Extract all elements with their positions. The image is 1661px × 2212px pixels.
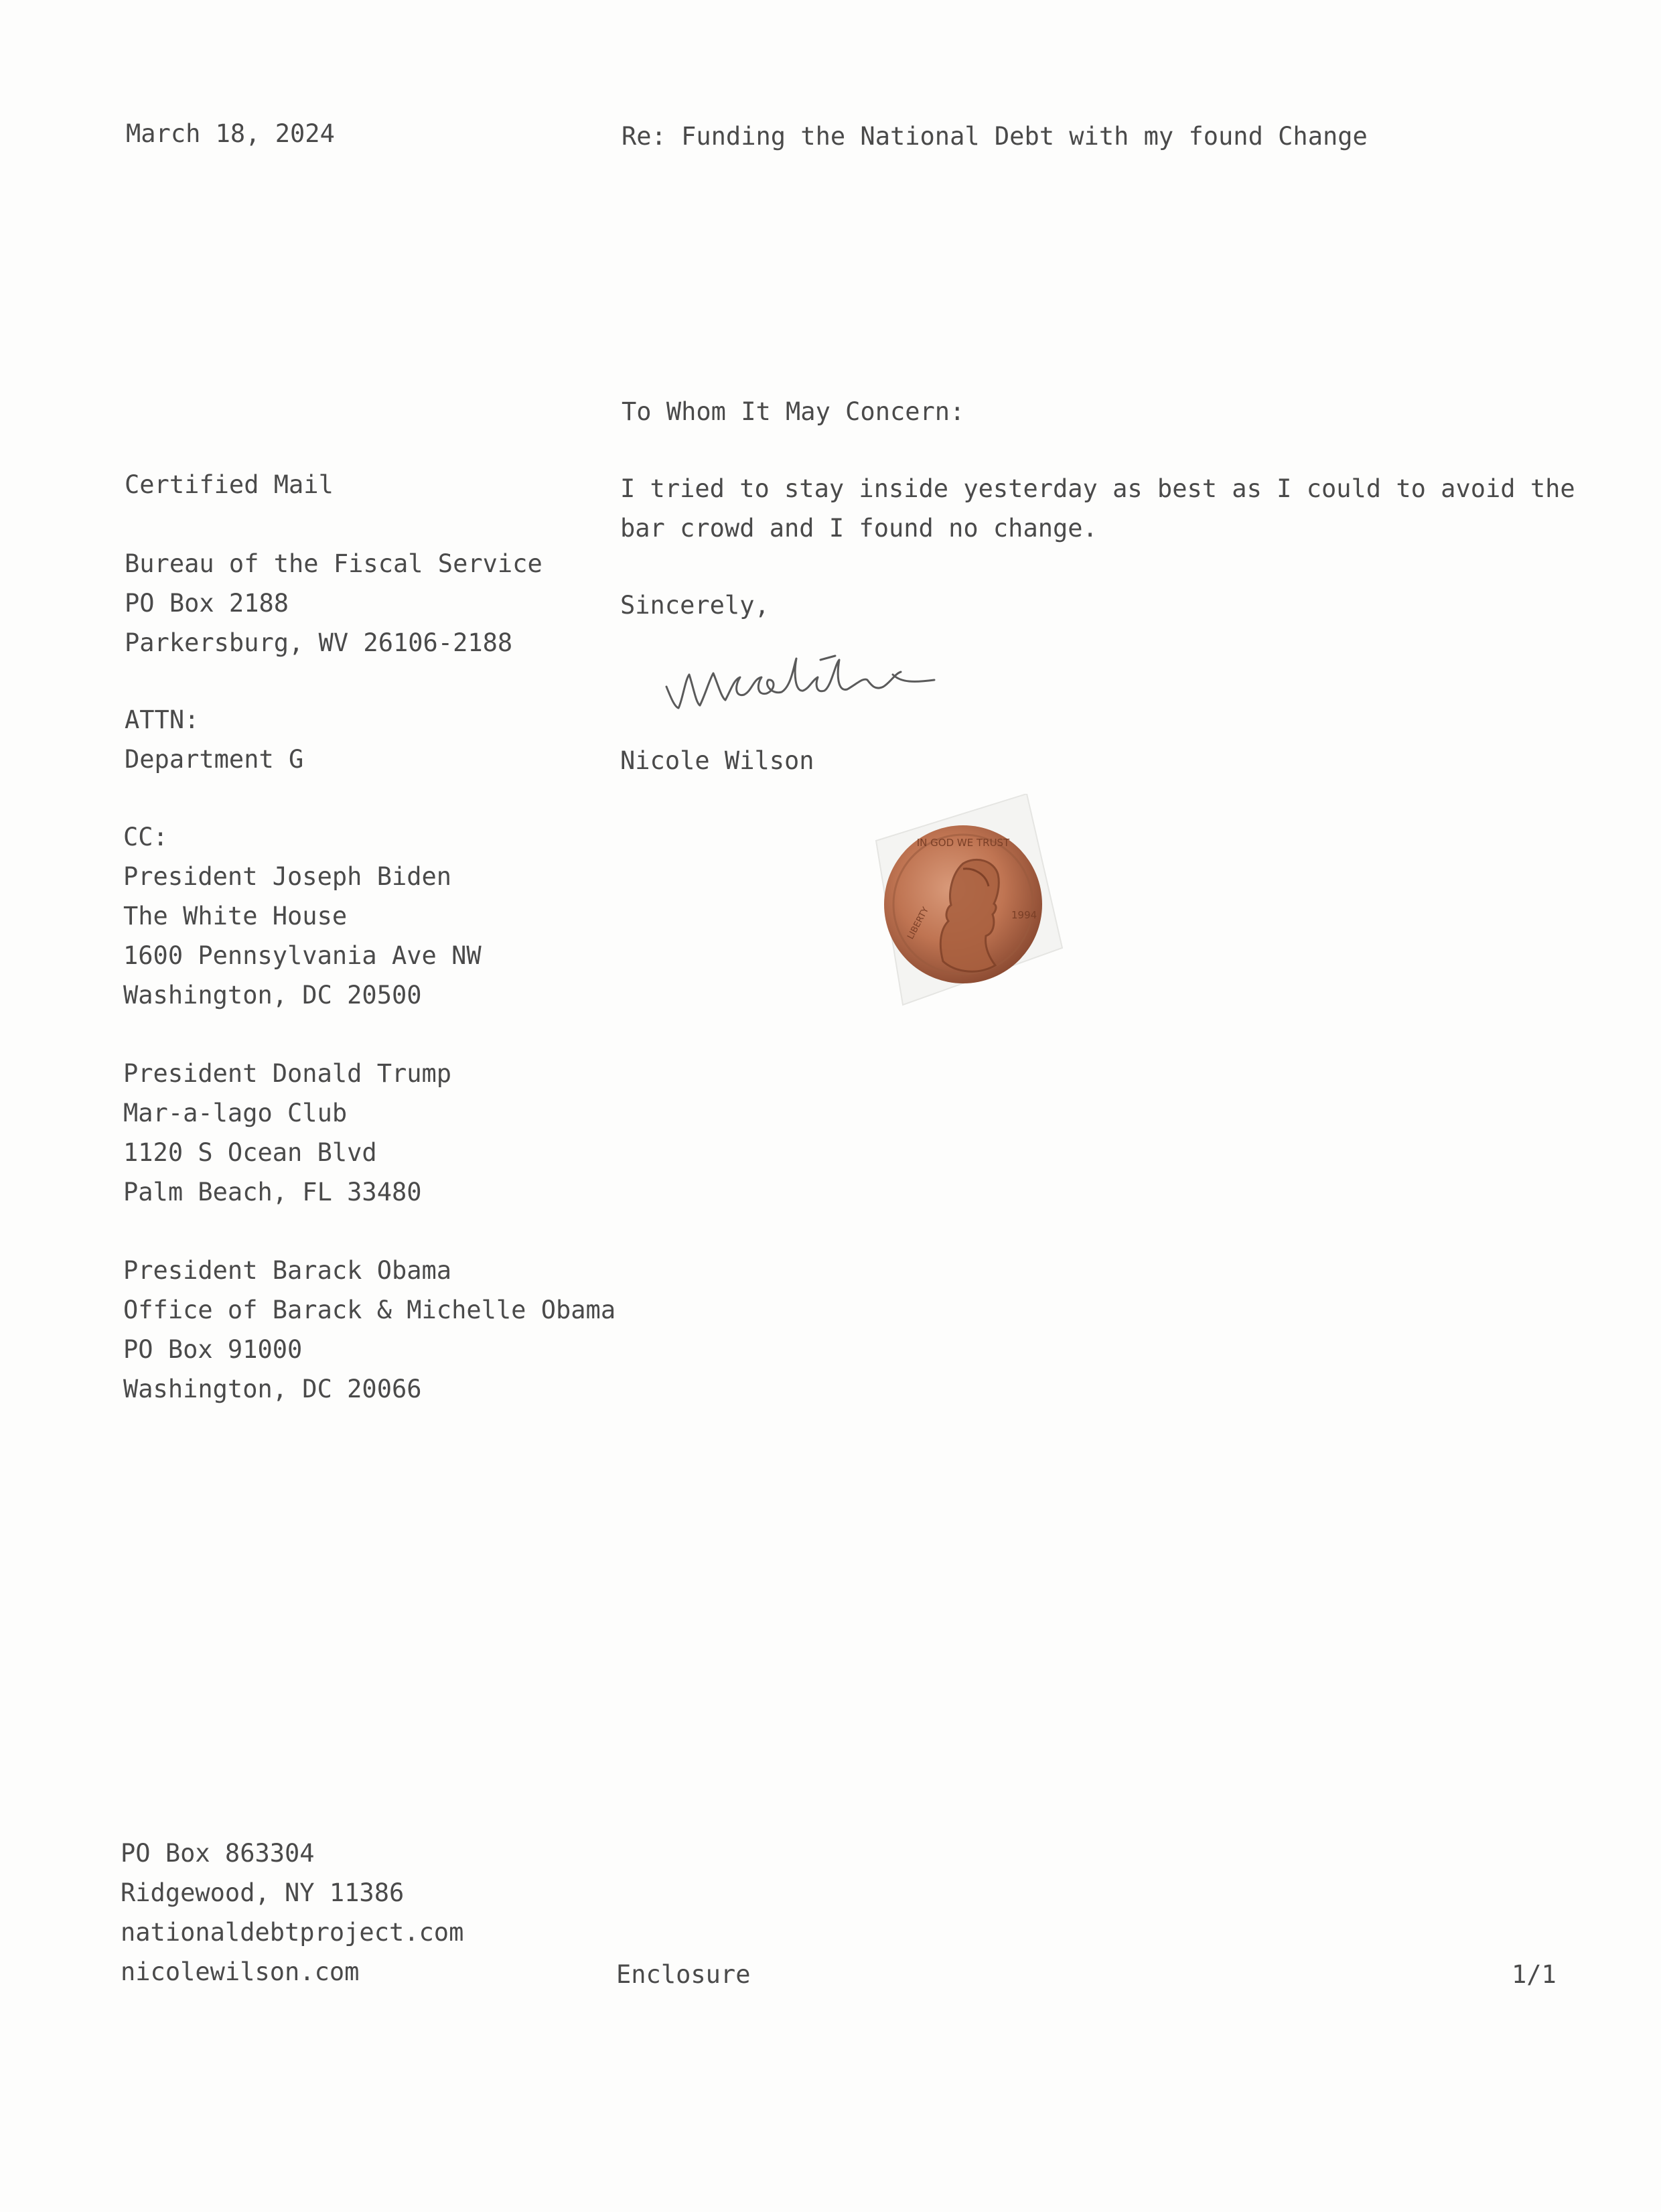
cc-address-line: The White House — [123, 902, 348, 930]
cc-address-line: 1120 S Ocean Blvd — [123, 1138, 377, 1167]
enclosure-note: Enclosure — [616, 1960, 751, 1989]
cc-address-line: President Donald Trump — [123, 1059, 452, 1088]
cc-address — [123, 1054, 616, 1212]
handwritten-signature — [660, 633, 968, 720]
coin-year: 1994 — [1011, 909, 1037, 921]
recipient-address — [125, 544, 543, 663]
attn-label: ATTN: — [125, 705, 200, 734]
mail-type: Certified Mail — [125, 470, 334, 499]
cc-address-line: Palm Beach, FL 33480 — [123, 1178, 422, 1206]
cc-address-line: PO Box 91000 — [123, 1335, 303, 1364]
cc-address-line: Washington, DC 20500 — [123, 981, 422, 1010]
letter-date: March 18, 2024 — [126, 119, 335, 148]
coin-liberty: LIBERTY — [906, 905, 932, 941]
sender-address-line: Ridgewood, NY 11386 — [121, 1878, 405, 1907]
letter-body — [620, 469, 1575, 548]
recipient-line: Bureau of the Fiscal Service — [125, 549, 543, 578]
coin-motto: IN GOD WE TRUST — [916, 837, 1010, 849]
cc-address-line: Mar-a-lago Club — [123, 1099, 348, 1127]
cc-address-line: 1600 Pennsylvania Ave NW — [123, 941, 482, 970]
cc-address-line: President Joseph Biden — [123, 862, 452, 891]
sender-address-line: PO Box 863304 — [121, 1839, 315, 1868]
cc-address-line: Washington, DC 20066 — [123, 1375, 422, 1403]
cc-address-line: Office of Barack & Michelle Obama — [123, 1296, 616, 1324]
cc-address — [123, 857, 616, 1015]
sender-website: nationaldebtproject.com — [121, 1918, 464, 1947]
cc-label: CC: — [123, 823, 168, 851]
cc-address-line: President Barack Obama — [123, 1256, 452, 1285]
page-number: 1/1 — [1512, 1960, 1557, 1989]
salutation: To Whom It May Concern: — [622, 397, 965, 426]
body-line: bar crowd and I found no change. — [620, 514, 1098, 543]
cc-address — [123, 1251, 616, 1409]
body-line: I tried to stay inside yesterday as best as I could to avoid the — [620, 474, 1575, 503]
recipient-line: PO Box 2188 — [125, 589, 289, 618]
attention-block — [125, 700, 303, 779]
closing: Sincerely, — [620, 591, 770, 620]
cc-block — [123, 817, 616, 1448]
penny-icon — [863, 794, 1064, 1008]
letter-subject: Re: Funding the National Debt with my found Change — [622, 122, 1368, 151]
sender-website: nicolewilson.com — [121, 1957, 360, 1986]
recipient-line: Parkersburg, WV 26106-2188 — [125, 628, 513, 657]
attn-department: Department G — [125, 745, 304, 774]
signer-name: Nicole Wilson — [620, 746, 814, 775]
sender-address — [121, 1834, 463, 1992]
